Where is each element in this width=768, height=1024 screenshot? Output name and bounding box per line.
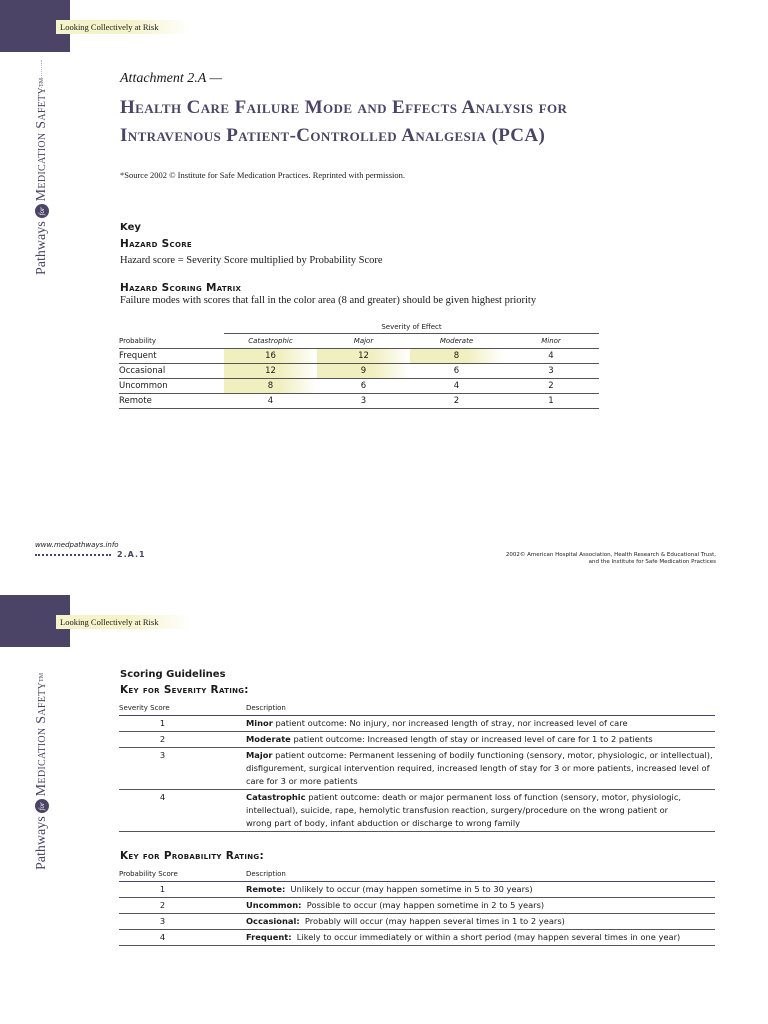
probability-description xyxy=(246,898,715,914)
page-title-line2: Intravenous Patient-Controlled Analgesia (PCA) xyxy=(120,125,546,146)
footer-dots xyxy=(35,554,111,556)
matrix-cell: 3 xyxy=(317,394,410,409)
matrix-cell: 12 xyxy=(317,349,410,364)
severity-term: Major xyxy=(246,750,273,760)
brand-trademark: TM xyxy=(39,77,45,87)
severity-row xyxy=(119,716,715,732)
matrix-cell: 4 xyxy=(503,349,599,364)
severity-table xyxy=(119,701,715,832)
row-label: Occasional xyxy=(119,364,224,379)
matrix-column-header-row xyxy=(119,334,599,349)
probability-term: Occasional: xyxy=(246,916,300,926)
matrix-cell: 6 xyxy=(410,364,503,379)
probability-rating-heading: Key for Probability Rating: xyxy=(120,850,264,862)
probability-text: Likely to occur immediately or within a short period (may happen several times in one year) xyxy=(291,932,681,942)
probability-text: Probably will occur (may happen several times in 1 to 2 years) xyxy=(299,916,565,926)
col-catastrophic: Catastrophic xyxy=(224,334,317,349)
severity-description xyxy=(246,732,715,748)
footer-url: www.medpathways.info xyxy=(35,541,119,549)
matrix-cell: 12 xyxy=(224,364,317,379)
severity-row xyxy=(119,732,715,748)
probability-text: Possible to occur (may happen sometime in 2 to 5 years) xyxy=(301,900,545,910)
col-major: Major xyxy=(317,334,410,349)
probability-description xyxy=(246,930,715,946)
footer-copyright xyxy=(456,552,716,566)
brand-trademark: TM xyxy=(39,672,45,682)
severity-text: patient outcome: Increased length of stay or increased level of care for 1 to 2 patients xyxy=(290,734,653,744)
severity-score: 4 xyxy=(119,790,246,832)
probability-table xyxy=(119,867,715,946)
severity-description xyxy=(246,748,715,790)
brand-word-medication-safety: Medication Safety xyxy=(34,86,49,202)
probability-term: Remote: xyxy=(246,884,286,894)
matrix-cell: 6 xyxy=(317,379,410,394)
matrix-cell: 1 xyxy=(503,394,599,409)
probability-description xyxy=(246,882,715,898)
hazard-matrix-table xyxy=(119,320,599,409)
probability-label: Probability xyxy=(119,334,224,349)
key-heading: Key xyxy=(120,222,141,233)
page2-running-head: Looking Collectively at Risk xyxy=(56,615,190,629)
footer-page-number xyxy=(35,550,146,559)
probability-score: 3 xyxy=(119,914,246,930)
probability-term: Frequent: xyxy=(246,932,292,942)
page1-running-head: Looking Collectively at Risk xyxy=(56,20,190,34)
probability-col-score: Probability Score xyxy=(119,867,246,882)
matrix-cell: 4 xyxy=(410,379,503,394)
severity-description xyxy=(246,716,715,732)
severity-col-description: Description xyxy=(246,701,715,716)
page-number: 2.A.1 xyxy=(117,550,146,559)
hazard-matrix xyxy=(119,320,599,409)
footer-copyright-line2: and the Institute for Safe Medication Practices xyxy=(588,559,716,565)
matrix-text: Failure modes with scores that fall in the color area (8 and greater) should be given highest priority xyxy=(120,295,537,306)
probability-row xyxy=(119,914,715,930)
row-label: Uncommon xyxy=(119,379,224,394)
severity-rating-heading: Key for Severity Rating: xyxy=(120,684,249,696)
severity-text: patient outcome: death or major permanent loss of function (sensory, motor, physiologic, intellectual), suicide, rape, hemolytic transfusion reaction, surgery/procedure on the wrong patient or wrong part of body, infant abduction or discharge to wrong family xyxy=(246,792,682,828)
matrix-row-uncommon xyxy=(119,379,599,394)
probability-score: 4 xyxy=(119,930,246,946)
probability-col-description: Description xyxy=(246,867,715,882)
matrix-cell: 2 xyxy=(410,394,503,409)
matrix-cell: 2 xyxy=(503,379,599,394)
page1-side-brand xyxy=(34,78,50,275)
page-title-line1: Health Care Failure Mode and Effects Analysis for xyxy=(120,97,568,118)
severity-term: Minor xyxy=(246,718,273,728)
probability-score: 1 xyxy=(119,882,246,898)
probability-description xyxy=(246,914,715,930)
brand-word-pathways: Pathways xyxy=(34,221,49,275)
scoring-guidelines-heading: Scoring Guidelines xyxy=(120,669,226,680)
matrix-group-header-row xyxy=(119,320,599,334)
severity-text: patient outcome: No injury, nor increased length of stray, nor increased level of care xyxy=(272,718,628,728)
severity-col-score: Severity Score xyxy=(119,701,246,716)
matrix-cell: 9 xyxy=(317,364,410,379)
probability-header-row xyxy=(119,867,715,882)
severity-of-effect-label: Severity of Effect xyxy=(224,320,599,334)
col-moderate: Moderate xyxy=(410,334,503,349)
severity-row xyxy=(119,748,715,790)
matrix-cell: 8 xyxy=(410,349,503,364)
probability-row xyxy=(119,882,715,898)
severity-score: 3 xyxy=(119,748,246,790)
row-label: Remote xyxy=(119,394,224,409)
probability-row xyxy=(119,898,715,914)
page2-side-brand xyxy=(34,673,50,870)
severity-rating-table xyxy=(119,701,715,832)
page1-side-dotted-line xyxy=(41,60,42,90)
probability-rating-table xyxy=(119,867,715,946)
probability-row xyxy=(119,930,715,946)
severity-term: Moderate xyxy=(246,734,291,744)
probability-score: 2 xyxy=(119,898,246,914)
severity-score: 1 xyxy=(119,716,246,732)
matrix-row-remote xyxy=(119,394,599,409)
source-note: *Source 2002 © Institute for Safe Medication Practices. Reprinted with permission. xyxy=(120,170,406,180)
matrix-cell: 3 xyxy=(503,364,599,379)
matrix-heading: Hazard Scoring Matrix xyxy=(120,282,242,294)
matrix-cell: 16 xyxy=(224,349,317,364)
severity-text: patient outcome: Permanent lessening of bodily functioning (sensory, motor, physiologic, or intellectual), disfigurement, surgical intervention required, increased length of stay for 3 or more patients, increased level of care for 3 or more patients xyxy=(246,750,713,786)
matrix-cell: 4 xyxy=(224,394,317,409)
brand-for-badge: for xyxy=(35,799,49,813)
brand-word-medication-safety: Medication Safety xyxy=(34,681,49,797)
severity-term: Catastrophic xyxy=(246,792,306,802)
hazard-score-text: Hazard score = Severity Score multiplied by Probability Score xyxy=(120,255,383,266)
brand-for-badge: for xyxy=(35,204,49,218)
matrix-row-frequent xyxy=(119,349,599,364)
col-minor: Minor xyxy=(503,334,599,349)
severity-score: 2 xyxy=(119,732,246,748)
attachment-label: Attachment 2.A — xyxy=(120,71,223,86)
severity-row xyxy=(119,790,715,832)
footer-copyright-line1: 2002© American Hospital Association, Health Research & Educational Trust, xyxy=(505,552,716,558)
hazard-score-heading: Hazard Score xyxy=(120,238,192,250)
brand-word-pathways: Pathways xyxy=(34,816,49,870)
severity-header-row xyxy=(119,701,715,716)
severity-description xyxy=(246,790,715,832)
matrix-cell: 8 xyxy=(224,379,317,394)
probability-term: Uncommon: xyxy=(246,900,302,910)
probability-text: Unlikely to occur (may happen sometime in 5 to 30 years) xyxy=(285,884,533,894)
row-label: Frequent xyxy=(119,349,224,364)
matrix-row-occasional xyxy=(119,364,599,379)
